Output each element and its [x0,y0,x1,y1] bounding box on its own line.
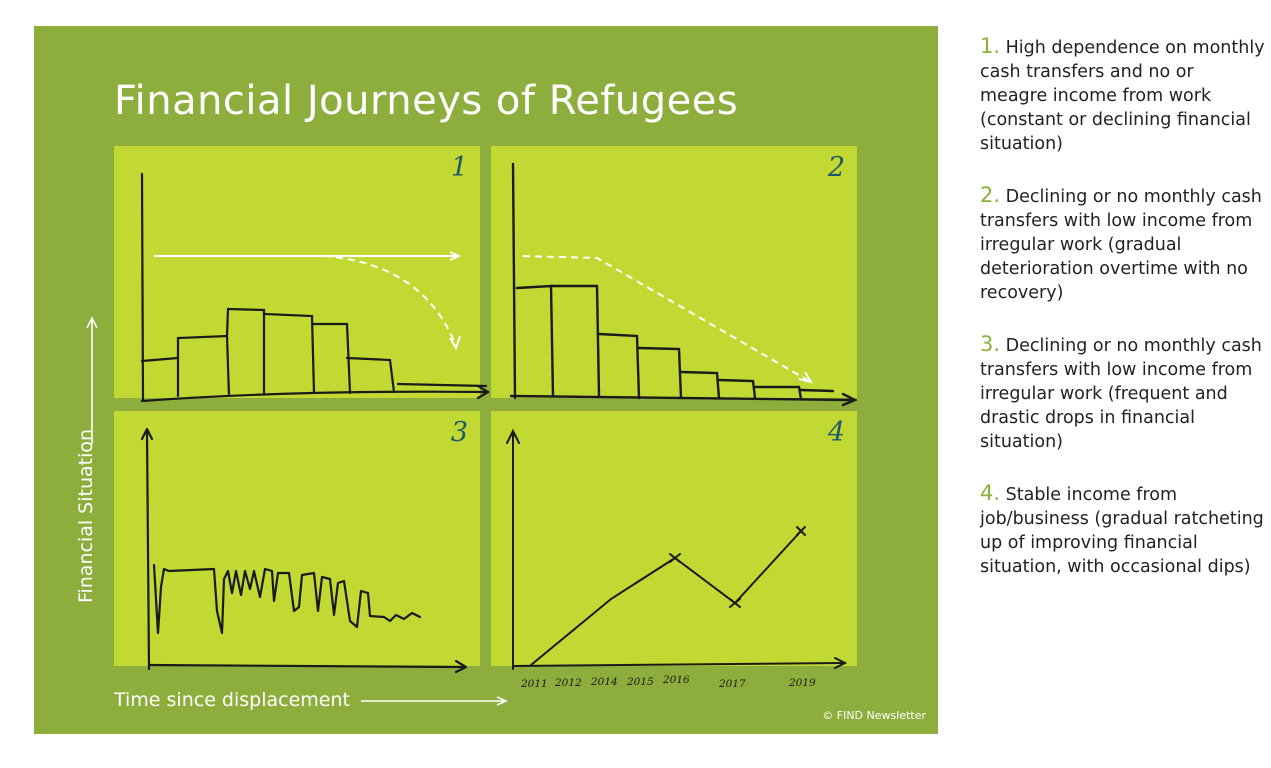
panel-4-sketch [491,411,857,690]
bar-4 [264,310,314,393]
y-axis-arrow [84,316,100,446]
bar-6 [719,380,755,398]
legend-text: Stable income from job/business (gradual ratcheting up of improving financial situation, with occasional dips) [980,485,1264,577]
panel-3 [114,411,480,666]
y-axis-line [513,164,515,398]
bar-7 [755,387,801,399]
bar-5 [681,372,719,398]
bar-3 [599,334,639,398]
y-axis-label: Financial Situation [75,428,97,604]
panel-2 [491,146,857,398]
bar-5 [312,324,350,393]
legend-text: Declining or no monthly cash transfers with low income from irregular work (frequent and drastic drops in financial situation) [980,336,1262,452]
bar-2 [551,286,599,396]
infographic-title: Financial Journeys of Refugees [114,78,739,124]
trend-arrow-dashed [523,256,809,381]
y-axis-line [147,431,149,669]
x-axis-line [149,665,464,667]
legend-item-4 [980,481,1265,579]
x-axis-line [513,663,843,666]
legend-item-3 [980,332,1265,454]
x-tick-label: 2019 [789,677,816,689]
bar-4 [639,348,681,398]
fluctuating-line [154,565,420,633]
copyright-note: © FIND Newsletter [822,709,926,722]
panel-2-sketch [491,146,857,398]
x-tick-label: 2011 [521,678,548,690]
x-axis-arrow [359,694,509,708]
point-marker-2019 [797,527,805,535]
panel-3-sketch [114,411,480,666]
bar-7 [398,384,486,386]
x-tick-label: 2016 [663,674,690,686]
panel-1-sketch [114,146,480,398]
point-marker-2017 [730,599,740,607]
panel-number: 4 [827,417,845,448]
y-axis-line [142,174,143,401]
x-tick-label: 2012 [555,677,582,689]
x-tick-label: 2015 [627,676,654,688]
legend-item-2 [980,183,1265,305]
point-marker-2016 [670,554,680,562]
legend-number: 2. [980,183,1001,207]
legend-number: 1. [980,34,1001,58]
legend-text: High dependence on monthly cash transfers and no or meagre income from work (constant or declining financial situation) [980,38,1265,154]
bar-2 [178,336,229,396]
trend-arrowhead-dashed [799,372,811,382]
legend-number: 3. [980,332,1001,356]
legend-number: 4. [980,481,1001,505]
bar-1 [142,358,178,396]
bar-3 [227,309,264,393]
legend-text: Declining or no monthly cash transfers with low income from irregular work (gradual deterioration overtime with no recovery) [980,187,1262,303]
x-tick-label: 2017 [719,678,746,690]
panel-4 [491,411,857,690]
legend [980,34,1265,606]
panel-number: 3 [450,417,468,448]
bar-8 [801,390,833,391]
rising-line [531,531,801,665]
trend-arrow-dashed [324,256,456,346]
bar-6 [347,358,394,392]
panel-number: 2 [827,152,845,183]
panel-1 [114,146,480,398]
bar-1 [517,286,553,396]
x-axis-label: Time since displacement [114,689,350,711]
x-tick-label: 2014 [591,676,618,688]
panel-number: 1 [450,152,468,183]
legend-item-1 [980,34,1265,156]
infographic-board [34,26,938,734]
